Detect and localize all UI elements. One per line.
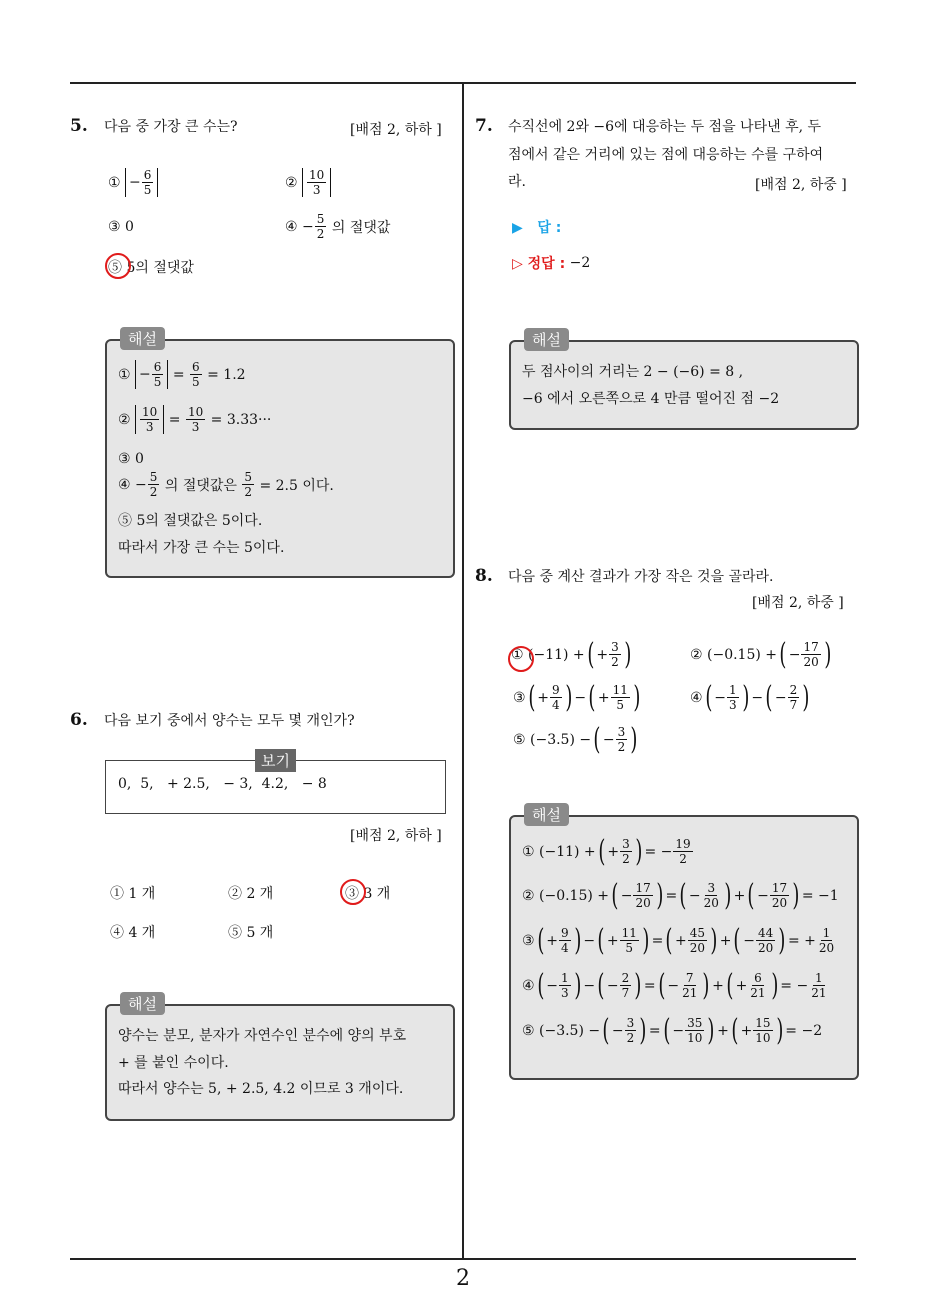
q8-choice-4[interactable]: ④ ( − $\frac{1}{3}$ ) − ( − $\frac{2}{7}$ ) [690,680,810,715]
q5-sol-line-3: ③ 0 [118,451,144,467]
q6-solution-tag: 해설 [120,992,165,1015]
q8-sol-line-2: ② (−0.15) + ( − $\frac{17}{20}$ ) = ( − $\frac{3}{20}$ ) + ( − $\frac{17}{20}$ ) = −1 [522,878,839,913]
q6-score: [배점 2, 하하 ] [350,828,442,844]
q6-sol-line-2: + 를 붙인 수이다. [118,1055,229,1071]
q5-choice-3[interactable]: ③ 0 [108,219,134,235]
page-number: 2 [456,1266,470,1291]
q5-choice-2[interactable]: ② $\frac{10}{3}$ [285,168,331,197]
q5-answer-circle [105,253,131,279]
q5-question: 다음 중 가장 큰 수는? [104,119,238,135]
abs-value: − $\frac{6}{5}$ [125,168,158,197]
q5-sol-line-1: ① − $\frac{6}{5}$ = $\frac{6}{5}$ = 1.2 [118,360,246,389]
q8-sol-line-1: ① (−11) + ( + $\frac{3}{2}$ ) = − $\frac{19}{2}$ [522,834,691,869]
q6-bogi-tag: 보기 [255,749,296,772]
q5-choice-1[interactable]: ① − $\frac{6}{5}$ [108,168,158,197]
q5-solution-tag: 해설 [120,327,165,350]
q5-sol-line-4: ④ − $\frac{5}{2}$ 의 절댓값은 $\frac{5}{2}$ = 2.5 이다. [118,470,334,499]
q7-solution-tag: 해설 [524,328,569,351]
q6-question: 다음 보기 중에서 양수는 모두 몇 개인가? [104,713,355,729]
abs-value: $\frac{10}{3}$ [302,168,331,197]
q7-number: 7. [475,116,493,136]
q8-score: [배점 2, 하중 ] [752,595,844,611]
q7-question-line-3: 라. [508,174,526,190]
q8-choice-3[interactable]: ③ ( + $\frac{9}{4}$ ) − ( + $\frac{11}{5}$ ) [513,680,641,715]
q5-sol-line-5: ⑤ 5의 절댓값은 5이다. [118,513,263,529]
bottom-rule [70,1258,856,1260]
q6-sol-line-3: 따라서 양수는 5, + 2.5, 4.2 이므로 3 개이다. [118,1081,404,1097]
q8-answer-circle [508,646,534,672]
q8-choice-1[interactable]: ① (−11) + ( + $\frac{3}{2}$ ) [511,637,632,672]
q5-choice-5[interactable]: ⑤ 5의 절댓값 [108,260,194,276]
q8-question: 다음 중 계산 결과가 가장 작은 것을 골라라. [508,569,774,585]
q8-solution-tag: 해설 [524,803,569,826]
q7-correct-value: −2 [569,255,591,271]
q8-choice-2[interactable]: ② (−0.15) + ( − $\frac{17}{20}$ ) [690,637,832,672]
q6-sol-line-1: 양수는 분모, 분자가 자연수인 분수에 양의 부호 [118,1028,407,1044]
q6-choice-5[interactable]: ⑤ 5 개 [228,925,274,941]
q5-choice-4[interactable]: ④ − $\frac{5}{2}$ 의 절댓값 [285,212,391,241]
q7-correct-answer [512,253,590,273]
q7-sol-line-2: −6 에서 오른쪽으로 4 만큼 떨어진 점 −2 [522,391,780,407]
q8-sol-line-4: ④ ( − $\frac{1}{3}$ ) − ( − $\frac{2}{7}$ ) = ( − $\frac{7}{21}$ ) + ( + $\frac{6}{21}$ ) = − $\frac{1}{21}$ [522,968,827,1003]
q8-sol-line-5: ⑤ (−3.5) − ( − $\frac{3}{2}$ ) = ( − $\frac{35}{10}$ ) + ( + $\frac{15}{10}$ ) = −2 [522,1013,823,1048]
q8-sol-line-3: ③ ( + $\frac{9}{4}$ ) − ( + $\frac{11}{5}$ ) = ( + $\frac{45}{20}$ ) + ( − $\frac{44}{20}$ ) = + $\frac{1}{20}$ [522,923,835,958]
q7-answer-label: ▶ 답 : [512,220,562,236]
q7-solution-box [509,340,859,430]
q7-answer-input[interactable] [585,212,785,238]
q7-question-line-1: 수직선에 2와 −6에 대응하는 두 점을 나타낸 후, 두 [508,119,822,135]
q5-number: 5. [70,116,88,136]
q8-choice-5[interactable]: ⑤ (−3.5) − ( − $\frac{3}{2}$ ) [513,722,638,757]
q6-choice-4[interactable]: ④ 4 개 [110,925,156,941]
q6-bogi-content: 0, 5, + 2.5, − 3, 4.2, − 8 [118,776,327,792]
q6-choice-2[interactable]: ② 2 개 [228,886,274,902]
q7-sol-line-1: 두 점사이의 거리는 2 − (−6) = 8 , [522,364,744,380]
q6-number: 6. [70,710,88,730]
q5-sol-line-2: ② $\frac{10}{3}$ = $\frac{10}{3}$ = 3.33··· [118,405,272,434]
q7-correct-label: ▷ 정답 : [512,256,566,272]
q6-choice-3[interactable]: ③ 3 개 [345,886,391,902]
q5-score: [배점 2, 하하 ] [350,122,442,138]
q6-choice-1[interactable]: ① 1 개 [110,886,156,902]
q6-answer-circle [340,879,366,905]
q7-question-line-2: 점에서 같은 거리에 있는 점에 대응하는 수를 구하여 [508,147,824,163]
column-divider [462,84,464,1259]
q8-number: 8. [475,566,493,586]
q5-sol-line-6: 따라서 가장 큰 수는 5이다. [118,540,285,556]
q7-score: [배점 2, 하중 ] [755,177,847,193]
